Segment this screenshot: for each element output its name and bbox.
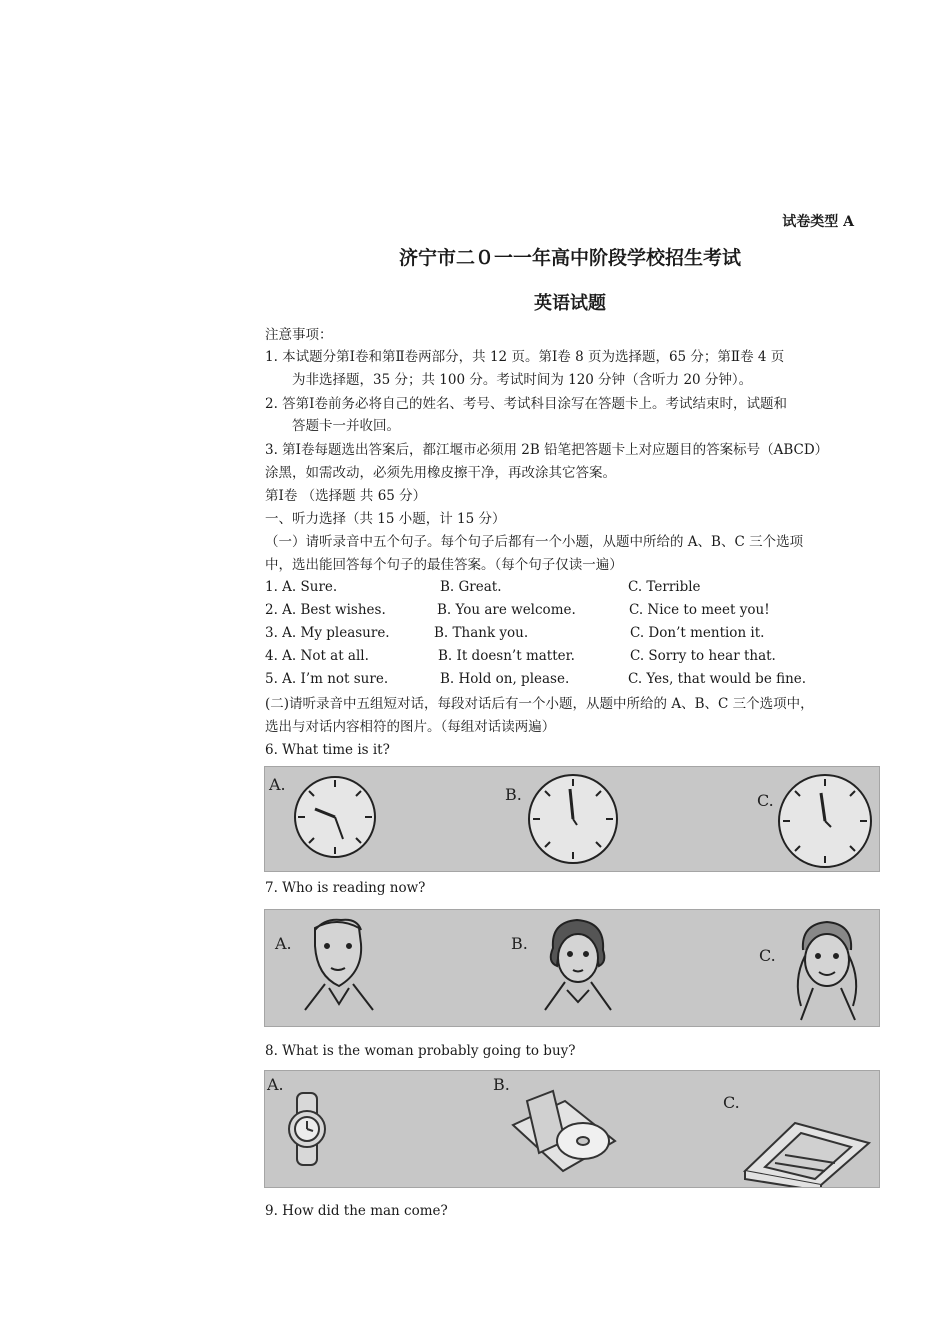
q8-picture-panel [264,1070,880,1188]
q6-label-c: C. [757,791,774,810]
q7-label-a: A. [275,934,292,953]
notes-heading: 注意事项： [265,327,333,343]
girl-braids-icon [798,922,856,1020]
q8-label-c: C. [723,1093,740,1112]
book-icon [745,1123,869,1187]
paper-type-label: 试卷类型 A [782,214,854,230]
person-icons [265,910,879,1026]
exam-title: 济宁市二０一一年高中阶段学校招生考试 [398,247,741,269]
q1-option-c: C. Terrible [628,579,701,595]
sub2-instruction-b: 选出与对话内容相符的图片。（每组对话读两遍） [265,719,556,735]
sub1-instruction-a: （一）请听录音中五个句子。每个句子后都有一个小题，从题中所给的 A、B、C 三个选项 [265,534,804,550]
note-3-line-b: 涂黑，如需改动，必须先用橡皮擦干净，再改涂其它答案。 [265,465,616,481]
sub2-instruction-a: (二)请听录音中五组短对话，每段对话后有一个小题，从题中所给的 A、B、C 三个选项中， [265,696,814,712]
q5-option-a: 5. A. I’m not sure. [265,671,389,687]
q3-option-b: B. Thank you. [434,625,529,641]
clock-c-icon [779,775,871,867]
item-icons [265,1071,879,1187]
q7-picture-panel [264,909,880,1027]
q4-option-a: 4. A. Not at all. [265,648,369,664]
q4-option-c: C. Sorry to hear that. [630,648,776,664]
note-2-line-a: 2. 答第Ⅰ卷前务必将自己的姓名、考号、考试科目涂写在答题卡上。考试结束时，试题和 [265,396,788,412]
q1-option-b: B. Great. [440,579,502,595]
q1-option-a: 1. A. Sure. [265,579,338,595]
q8-label-b: B. [493,1075,510,1094]
cd-icon [513,1091,615,1171]
q6-picture-panel [264,766,880,872]
sub1-instruction-b: 中，选出能回答每个句子的最佳答案。（每个句子仅读一遍） [265,557,623,573]
note-1-line-b: 为非选择题，35 分；共 100 分。考试时间为 120 分钟（含听力 20 分钟）。 [292,372,753,388]
clock-icons [265,767,879,871]
q2-option-b: B. You are welcome. [437,602,576,618]
q6-label-b: B. [505,785,522,804]
watch-icon [289,1093,325,1165]
man-icon [305,920,373,1010]
question-9: 9. How did the man come? [265,1203,448,1219]
q7-label-b: B. [511,934,528,953]
q6-label-a: A. [269,775,286,794]
question-6: 6. What time is it? [265,742,390,758]
q5-option-c: C. Yes, that would be fine. [628,671,807,687]
woman-short-hair-icon [545,920,611,1010]
note-3-line-a: 3. 第Ⅰ卷每题选出答案后，都江堰市必须用 2B 铅笔把答题卡上对应题目的答案标号（ABCD） [265,442,829,458]
q3-option-a: 3. A. My pleasure. [265,625,390,641]
q8-label-a: A. [267,1075,284,1094]
note-1-line-a: 1. 本试题分第Ⅰ卷和第Ⅱ卷两部分，共 12 页。第Ⅰ卷 8 页为选择题，65 分；第Ⅱ卷 4 页 [265,349,785,365]
q2-option-a: 2. A. Best wishes. [265,602,386,618]
note-2-line-b: 答题卡一并收回。 [292,418,400,434]
question-7: 7. Who is reading now? [265,880,426,896]
q4-option-b: B. It doesn’t matter. [438,648,575,664]
q5-option-b: B. Hold on, please. [440,671,570,687]
question-8: 8. What is the woman probably going to buy? [265,1043,576,1059]
q7-label-c: C. [759,946,776,965]
q2-option-c: C. Nice to meet you! [629,602,770,618]
part1-heading: 第Ⅰ卷 （选择题 共 65 分） [265,488,427,504]
clock-b-icon [529,775,617,863]
exam-subtitle: 英语试题 [534,293,606,314]
q3-option-c: C. Don’t mention it. [630,625,765,641]
section1-heading: 一、听力选择（共 15 小题，计 15 分） [265,511,506,527]
clock-a-icon [295,777,375,857]
